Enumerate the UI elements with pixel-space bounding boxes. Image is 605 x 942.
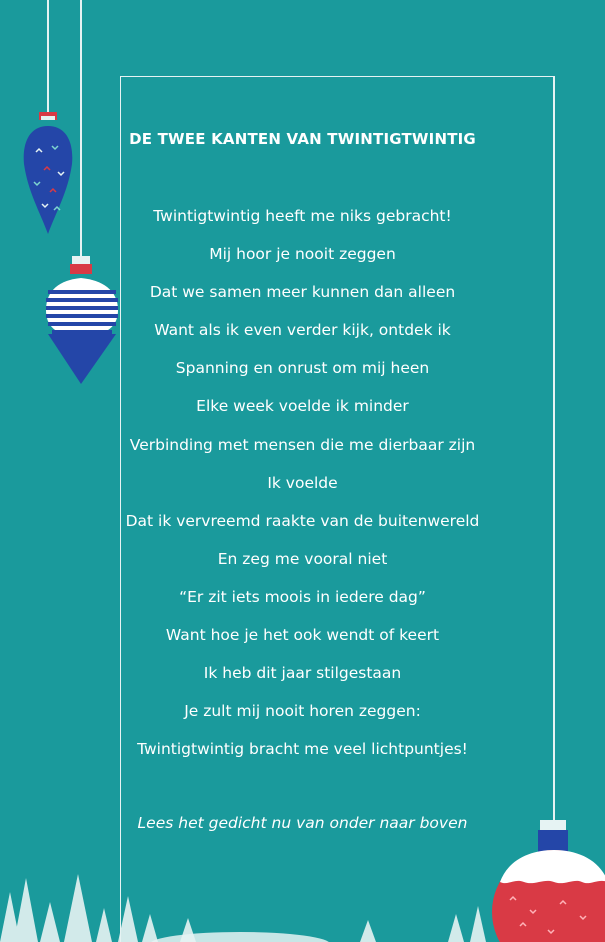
ornament-string-1 bbox=[47, 0, 49, 116]
poem-line: En zeg me vooral niet bbox=[217, 549, 388, 568]
poem-line: “Er zit iets moois in iedere dag” bbox=[179, 587, 426, 606]
poem-line: Want hoe je het ook wendt of keert bbox=[165, 626, 440, 645]
poem-line: Want als ik even verder kijk, ontdek ik bbox=[154, 321, 451, 340]
poem-line: Dat ik vervreemd raakte van de buitenwereld bbox=[125, 511, 480, 530]
poem-line: Elke week voelde ik minder bbox=[196, 397, 409, 416]
poem-footer-instruction: Lees het gedicht nu van onder naar boven bbox=[137, 814, 468, 832]
poem-line: Ik voelde bbox=[267, 473, 338, 492]
poem-line: Je zult mij nooit horen zeggen: bbox=[184, 702, 421, 721]
snowy-trees-icon bbox=[0, 862, 605, 942]
poem-line: Ik heb dit jaar stilgestaan bbox=[203, 664, 402, 683]
poem-title: DE TWEE KANTEN VAN TWINTIGTWINTIG bbox=[129, 130, 476, 148]
poem-line: Spanning en onrust om mij heen bbox=[175, 359, 430, 378]
poem-line: Twintigtwintig bracht me veel lichtpuntjes! bbox=[137, 740, 468, 759]
poem-lines bbox=[0, 202, 605, 773]
poem-line: Twintigtwintig heeft me niks gebracht! bbox=[153, 207, 452, 225]
poem-line: Dat we samen meer kunnen dan alleen bbox=[149, 283, 456, 302]
poem-line: Mij hoor je nooit zeggen bbox=[209, 245, 396, 264]
poem-line: Verbinding met mensen die me dierbaar zijn bbox=[129, 435, 476, 454]
